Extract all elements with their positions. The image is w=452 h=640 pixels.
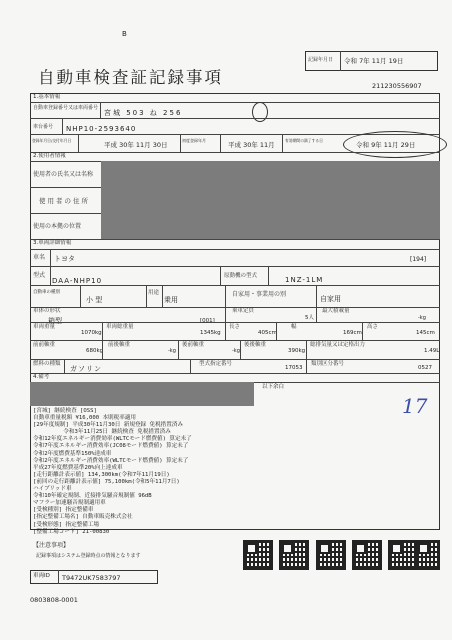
- handwritten-number: 17: [402, 394, 428, 418]
- width-value: 169cm: [343, 330, 362, 336]
- chassis-value: NHP10-2593640: [66, 125, 137, 133]
- use-value: 乗用: [164, 296, 178, 304]
- expiry-label: 有効期間の満了する日: [285, 138, 323, 143]
- capacity-label: 乗車定員: [232, 308, 255, 314]
- category-label: 類別区分番号: [311, 361, 345, 367]
- front-axle-value: 680kg: [86, 348, 104, 354]
- first-reg-label: 初度登録年月: [182, 138, 206, 143]
- qr-code-5: [388, 540, 418, 570]
- make-label: 車名: [33, 254, 46, 261]
- blank-remainder-text: 以下余白: [262, 384, 285, 390]
- first-reg-value: 平成 30年 11月: [228, 141, 275, 149]
- reg-value: 宮城 503 ね 256: [104, 109, 183, 117]
- rear-rear-label: 後後軸重: [244, 342, 267, 348]
- make-code: [194]: [410, 256, 427, 263]
- reg-date-value: 平成 30年 11月 30日: [104, 141, 168, 149]
- rear-front-label: 後前軸重: [182, 342, 205, 348]
- height-value: 145cm: [416, 330, 435, 336]
- vehicle-id-value: T9472UK7583797: [62, 574, 121, 582]
- model-value: DAA-NHP10: [52, 277, 103, 285]
- b-mark: B: [122, 30, 127, 38]
- circle-mark: [252, 102, 268, 122]
- fuel-label: 燃料の種類: [33, 361, 61, 367]
- type-approval-value: 17053: [285, 365, 303, 371]
- shape-value: 箱型: [48, 317, 62, 325]
- private-label: 自家用・事業用の別: [232, 291, 287, 298]
- length-value: 405cm: [258, 330, 277, 336]
- reg-label: 自動車登録番号又は車両番号: [33, 105, 99, 111]
- weight-value: 1070kg: [81, 330, 102, 336]
- expiry-circle-mark: [343, 131, 447, 158]
- length-label: 長さ: [229, 324, 241, 330]
- engine-value: 1NZ-1LM: [285, 276, 324, 284]
- front-axle-label: 前前軸重: [33, 342, 56, 348]
- private-value: 自家用: [320, 295, 341, 303]
- qr-code-4: [352, 540, 382, 570]
- type-approval-label: 型式指定番号: [199, 361, 233, 367]
- type-value: 小 型: [86, 296, 103, 304]
- record-date-value: 令和 7年 11月 19日: [344, 57, 404, 65]
- gross-label: 車両総重量: [106, 324, 134, 330]
- use-label: 用途: [148, 290, 160, 296]
- max-load-value: -kg: [418, 315, 426, 321]
- section-4-title: 4.備考: [33, 374, 50, 380]
- section-3-title: 3.車両詳細情報: [33, 240, 72, 246]
- rear-rear-value: 390kg: [288, 348, 306, 354]
- notes-redaction: [30, 382, 254, 406]
- section-2-title: 2.使用者情報: [33, 153, 66, 159]
- section-1-title: 1.基本情報: [33, 94, 61, 100]
- shape-code: [001]: [200, 318, 215, 324]
- record-date-label: 記録年月日: [308, 57, 334, 63]
- user-info-redaction: [101, 161, 440, 239]
- page-title: 自動車検査証記録事項: [38, 68, 223, 87]
- front-rear-label: 前後軸重: [108, 342, 131, 348]
- base-location-label: 使用の本拠の位置: [33, 223, 82, 230]
- qr-code-6: [415, 540, 440, 570]
- gross-value: 1345kg: [200, 330, 221, 336]
- front-rear-value: -kg: [168, 348, 176, 354]
- qr-code-2: [279, 540, 309, 570]
- model-label: 型式: [33, 272, 46, 279]
- displacement-label: 総排気量又は定格出力: [310, 342, 366, 348]
- type-label: 自動車の種別: [33, 290, 60, 295]
- qr-code-1: [243, 540, 273, 570]
- height-label: 高さ: [367, 324, 379, 330]
- notes-text: [宮城] 継続検査 [OSS] 自動車重量税額 ¥16,000 本則税率適用 [29年度規制] 平成30年11月30日 新規登録 免税措置済み 令和3年11月25日 継続検査 免税措置済み 令和12年度エネルギー消費効率(WLTCモード燃費値) 算定未了 令和7年度エネルギー消費効率(JC08モード燃費値) 算定未了 令和2年度燃費基準150%達成車 令和2年度エネルギー消費効率(WLTCモード燃費値) 算定未了 平成27年度燃費基準20%向上達成車 [走行距離計表示値] 134,300km(令和7年11月19日) [前回の走行距離計表示値] 75,100km(令和5年11月7日) ハイブリッド車 令和10年確定規制、近接排気騒音規制値 96dB マフラー加速騒音規制適用車 [受検種別] 指定整備車 [指定整備工場名] 自動車販売株式会社 [受検形態] 指定整備工場 [整備工場コード] 21-00830: [33, 408, 192, 535]
- notice-text: 記録事項はシステム登録時点の情報となります: [36, 553, 141, 559]
- category-value: 0527: [418, 365, 432, 371]
- user-name-label: 使用者の氏名又は名称: [33, 171, 94, 178]
- engine-label: 原動機の型式: [224, 273, 258, 279]
- page-code: 0803808-0001: [30, 596, 78, 604]
- vehicle-id-label: 車両ID: [33, 573, 50, 579]
- width-label: 幅: [291, 324, 297, 330]
- weight-label: 車両重量: [33, 324, 56, 330]
- chassis-label: 車台番号: [33, 124, 54, 130]
- doc-number: 211230556907: [372, 82, 422, 90]
- shape-label: 車体の形状: [33, 308, 61, 314]
- user-address-label: 使用者の住所: [39, 197, 90, 205]
- fuel-value: ガソリン: [70, 365, 102, 373]
- make-value: トヨタ: [54, 255, 75, 263]
- capacity-value: 5人: [305, 315, 314, 321]
- reg-date-label: 登録年月日/交付年月日: [32, 138, 72, 143]
- displacement-value: 1.49L: [424, 348, 440, 354]
- qr-code-3: [316, 540, 346, 570]
- max-load-label: 最大積載量: [322, 308, 350, 314]
- rear-front-value: -kg: [232, 348, 240, 354]
- expiry-value: 令和 9年 11月 29日: [356, 141, 416, 149]
- notice-title: 【注意事項】: [33, 542, 70, 549]
